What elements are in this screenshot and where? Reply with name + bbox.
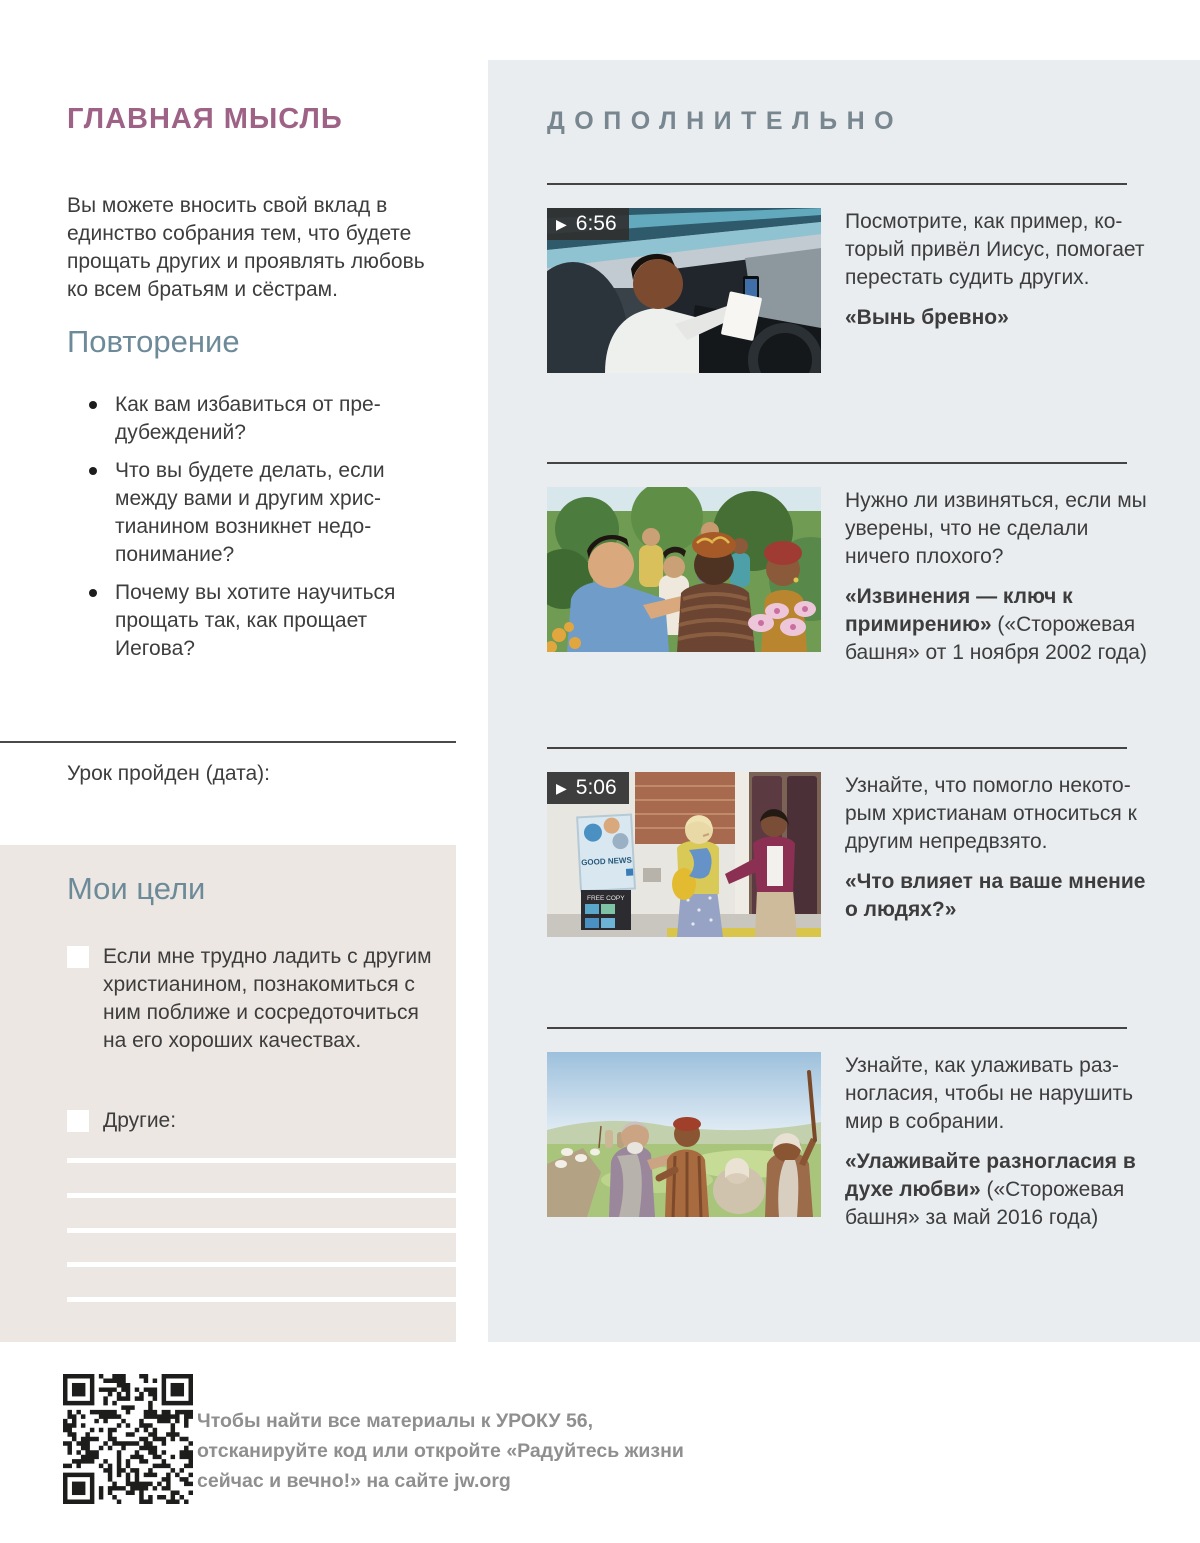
poster-title-text: GOOD NEWS	[580, 855, 633, 868]
extra-heading: ДОПОЛНИТЕЛЬНО	[547, 107, 904, 135]
article-image-shepherds-scene[interactable]	[547, 1052, 821, 1217]
writing-line	[67, 1193, 456, 1198]
video-duration: 5:06	[575, 776, 617, 799]
item-description: Узнайте, что помогло некоторым христианам относиться к другим непредвзято.	[845, 774, 1137, 853]
item-title-link[interactable]: «Извинения — ключ к примирению»	[845, 585, 1073, 636]
item-reference: («Сторожевая башня» за май 2016 года)	[845, 1178, 1125, 1229]
item-divider	[547, 462, 1127, 464]
thumbnail-illustration-garden	[547, 487, 821, 652]
goal-checkbox[interactable]	[67, 1110, 89, 1132]
extra-item-video-1	[547, 183, 1184, 373]
goal-checkbox[interactable]	[67, 946, 89, 968]
lesson-done-label: Урок пройден (дата):	[67, 762, 270, 785]
writing-line	[67, 1228, 456, 1233]
main-idea-heading: ГЛАВНАЯ МЫСЛЬ	[67, 103, 343, 135]
video-duration-badge	[547, 208, 629, 240]
video-thumbnail-two-women[interactable]	[547, 772, 821, 937]
my-goals-box	[0, 845, 456, 1342]
review-question-text: Как вам избавиться от предубеждений?	[115, 393, 381, 444]
item-title-link[interactable]: «Вынь бревно»	[845, 306, 1009, 329]
my-goals-heading: Мои цели	[67, 871, 206, 906]
item-title-link[interactable]: «Улаживайте разногласия в духе любви»	[845, 1150, 1136, 1201]
video-duration-badge	[547, 772, 629, 804]
extra-panel	[488, 60, 1200, 1342]
review-question-text: Почему вы хотите научиться прощать так, как прощает Иегова?	[115, 581, 396, 660]
writing-line	[67, 1262, 456, 1267]
bullet-icon	[89, 401, 97, 409]
main-idea-text: Вы можете вносить свой вклад в единство собрания тем, что будете прощать других и проявлять любовь ко всем братьям и сёстрам.	[67, 194, 425, 301]
footer-instructions: Чтобы найти все материалы к УРОКУ 56, отсканируйте код или откройте «Радуйтесь жизни сейчас и вечно!» на сайте jw.org	[197, 1410, 684, 1492]
goal-item	[67, 1107, 433, 1135]
play-icon: ▶	[556, 779, 567, 796]
writing-line	[67, 1297, 456, 1302]
item-title-link[interactable]: «Что влияет на ваше мнение о людях?»	[845, 870, 1146, 921]
poster-free-copy-text: FREE COPY	[587, 895, 625, 902]
item-divider	[547, 183, 1127, 185]
review-question-text: Что вы будете делать, если между вами и другим христианином возникнет недопонимание?	[115, 459, 385, 566]
item-divider	[547, 1027, 1127, 1029]
item-divider	[547, 747, 1127, 749]
review-question	[67, 391, 449, 457]
video-thumbnail-man-in-car[interactable]	[547, 208, 821, 373]
play-icon: ▶	[556, 215, 567, 232]
extra-item-article-2	[547, 1027, 1184, 1232]
qr-code	[63, 1374, 193, 1504]
writing-line	[67, 1158, 456, 1163]
bullet-icon	[89, 589, 97, 597]
review-question	[67, 457, 449, 579]
goal-item	[67, 943, 433, 1055]
divider-line	[0, 741, 456, 743]
item-reference: («Сторожевая башня» от 1 ноября 2002 года)	[845, 613, 1147, 664]
extra-item-video-2	[547, 747, 1184, 937]
goal-text: Другие:	[103, 1109, 177, 1132]
thumbnail-illustration-valley	[547, 1052, 821, 1217]
item-description: Посмотрите, как пример, который привёл Иисус, помогает перестать судить других.	[845, 210, 1145, 289]
item-description: Узнайте, как улаживать разногласия, чтобы не нарушить мир в собрании.	[845, 1054, 1134, 1133]
review-heading: Повторение	[67, 324, 240, 359]
item-description: Нужно ли извиняться, если мы уверены, что не сделали ничего плохого?	[845, 489, 1147, 568]
video-duration: 6:56	[575, 212, 617, 235]
review-question	[67, 579, 449, 673]
goal-text: Если мне трудно ладить с другим христианином, познакомиться с ним поближе и сосредоточиться на его хороших качествах.	[103, 945, 432, 1052]
review-question-list	[67, 391, 449, 673]
article-image-greeting-scene[interactable]	[547, 487, 821, 652]
extra-item-article-1	[547, 462, 1184, 667]
bullet-icon	[89, 467, 97, 475]
